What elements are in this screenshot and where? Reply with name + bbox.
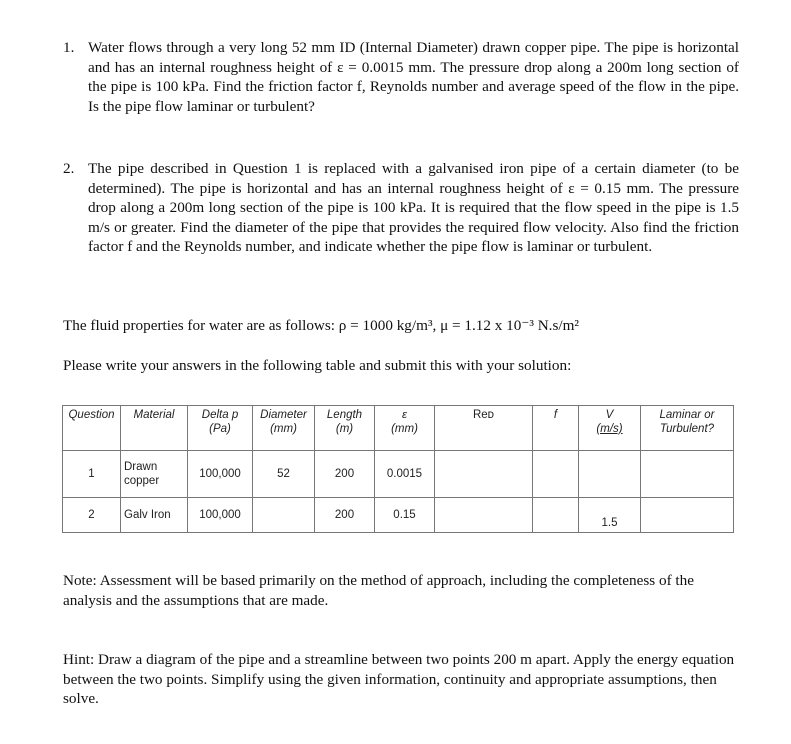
cell-epsilon: 0.15 [375,498,435,533]
header-diameter [253,406,315,451]
cell-material: Galv Iron [121,498,188,533]
header-length [315,406,375,451]
cell-length: 200 [315,451,375,498]
header-epsilon-unit: (mm) [391,423,418,435]
question-2 [63,159,739,257]
fluid-properties: The fluid properties for water are as follows: ρ = 1000 kg/m³, μ = 1.12 x 10⁻³ N.s/m² [63,317,579,334]
header-epsilon [375,406,435,451]
header-regime: Laminar or Turbulent? [641,406,734,451]
answer-table [62,405,734,533]
question-2-text: The pipe described in Question 1 is replaced with a galvanised iron pipe of a certain diameter (to be determined). The pipe is horizontal and has an internal roughness height of ε = 0.15 mm. The pressure drop along a 200m long section of the pipe is 100 kPa. It is required that the flow speed in the pipe is 1.5 m/s or greater. Find the diameter of the pipe that provides the required flow velocity. Also find the friction factor f and the Reynolds number, and indicate whether the pipe flow is laminar or turbulent. [88,160,739,256]
cell-delta-p: 100,000 [188,451,253,498]
cell-length: 200 [315,498,375,533]
cell-delta-p: 100,000 [188,498,253,533]
cell-question: 2 [63,498,121,533]
hint-text: Hint: Draw a diagram of the pipe and a streamline between two points 200 m apart. Apply the energy equation between the two points. Simplify using the given information, continuity and appropriate assumptions, then solve. [63,651,735,708]
cell-material [121,451,188,498]
question-1 [63,38,739,116]
cell-velocity [579,451,641,498]
header-epsilon-label: ε [401,409,408,421]
header-length-unit: (m) [335,423,354,435]
header-question: Question [63,406,121,451]
header-velocity [579,406,641,451]
cell-regime [641,451,734,498]
cell-diameter: 52 [253,451,315,498]
cell-reynolds [435,451,533,498]
cell-question: 1 [63,451,121,498]
header-length-label: Length [326,409,363,421]
cell-epsilon: 0.0015 [375,451,435,498]
table-header-row [63,406,734,451]
header-delta-p-unit: (Pa) [209,423,231,435]
header-velocity-unit: (m/s) [596,423,623,435]
table-row [63,451,734,498]
cell-friction-factor [533,451,579,498]
table-row [63,498,734,533]
cell-regime [641,498,734,533]
header-velocity-label: V [605,409,614,421]
header-friction-factor: f [533,406,579,451]
header-diameter-unit: (mm) [270,423,297,435]
table-instructions: Please write your answers in the following table and submit this with your solution: [63,357,572,374]
header-diameter-label: Diameter [260,409,307,421]
header-reynolds: Reᴅ [435,406,533,451]
cell-reynolds [435,498,533,533]
header-delta-p-label: Delta p [201,409,239,421]
header-material: Material [121,406,188,451]
question-1-number: 1. [63,39,75,56]
header-delta-p [188,406,253,451]
question-2-number: 2. [63,160,75,177]
cell-diameter [253,498,315,533]
cell-material-line2: copper [124,475,160,487]
cell-velocity: 1.5 [579,498,641,533]
assessment-note: Note: Assessment will be based primarily on the method of approach, including the completeness of the analysis and the assumptions that are made. [63,572,694,609]
cell-friction-factor [533,498,579,533]
cell-material-line1: Drawn [124,461,158,473]
question-1-text: Water flows through a very long 52 mm ID (Internal Diameter) drawn copper pipe. The pipe is horizontal and has an internal roughness height of ε = 0.0015 mm. The pressure drop along a 200m long section of the pipe is 100 kPa. Find the friction factor f, Reynolds number and average speed of the flow in the pipe. Is the pipe flow laminar or turbulent? [88,39,739,115]
